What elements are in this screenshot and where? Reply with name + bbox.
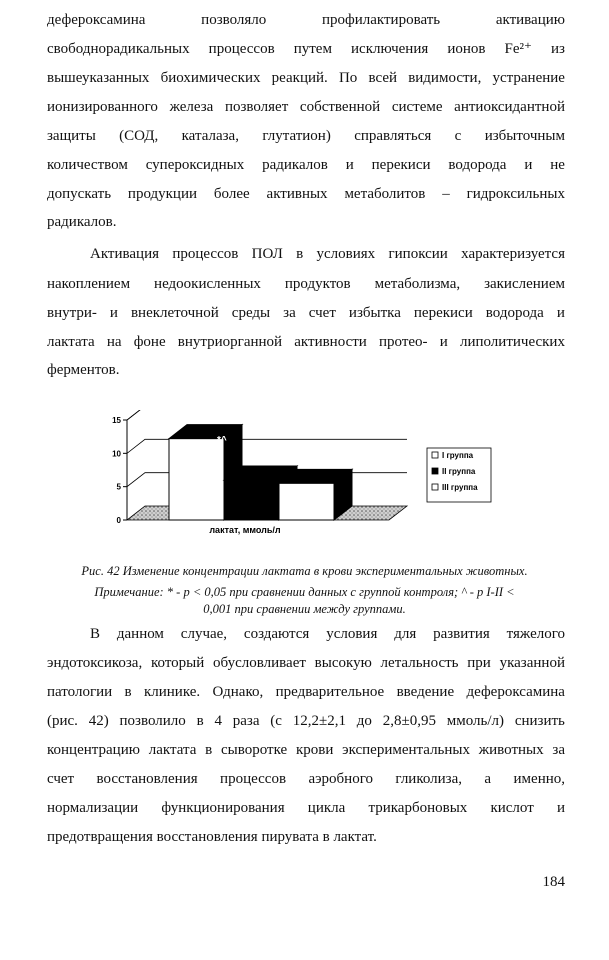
- word: крови: [295, 742, 334, 758]
- word: и: [524, 157, 533, 173]
- line-text: радикалов.: [47, 214, 117, 230]
- word: 4: [214, 713, 222, 729]
- legend-swatch-3: [432, 484, 438, 490]
- word: биохимических: [160, 70, 261, 86]
- word: водорода: [485, 305, 544, 321]
- word: дефероксамина: [47, 12, 146, 28]
- p2-line-2: [47, 275, 565, 293]
- word: метаболизма,: [374, 276, 461, 292]
- y-tick-label: 10: [112, 449, 121, 459]
- word: нормализации: [47, 800, 139, 816]
- p2-line-3: [47, 304, 565, 322]
- word: при: [467, 655, 491, 671]
- word: предварительное: [275, 684, 385, 700]
- word: избытка: [348, 305, 401, 321]
- word: железа: [169, 99, 214, 115]
- p2-line-5: [47, 361, 565, 379]
- chart-annotation: *^: [217, 435, 227, 446]
- y-tick-label: 0: [116, 516, 121, 525]
- word: аэробного: [308, 771, 373, 787]
- word: ммоль/л): [446, 713, 505, 729]
- chart-x-label: лактат, ммоль/л: [209, 525, 281, 535]
- figure-caption-title: Рис. 42 Изменение концентрации лактата в крови экспериментальных животных.: [81, 564, 528, 578]
- word: липолитических: [459, 334, 565, 350]
- word: недоокисленных: [154, 276, 261, 292]
- word: справляться: [354, 128, 432, 144]
- word: активацию: [495, 12, 565, 28]
- word: гипоксии: [388, 246, 448, 262]
- word: лактата: [148, 742, 197, 758]
- word: гликолиза,: [395, 771, 462, 787]
- word: позволяет: [224, 99, 289, 115]
- word: продуктов: [284, 276, 351, 292]
- word: патологии: [47, 684, 113, 700]
- word: перекиси: [371, 157, 431, 173]
- figure-caption-note-cont: 0,001 при сравнении между группами.: [203, 602, 406, 616]
- word: продукции: [127, 186, 198, 202]
- word: протео-: [379, 334, 428, 350]
- p1-line-8: [47, 213, 565, 231]
- word: сыворотке: [221, 742, 288, 758]
- word: водорода: [448, 157, 507, 173]
- word: внутри-: [47, 305, 97, 321]
- p1-line-3: [47, 69, 565, 87]
- word: высокую: [314, 655, 372, 671]
- word: 2,8±0,95: [382, 713, 436, 729]
- word: тяжелого: [506, 626, 565, 642]
- p3-line-6: [47, 770, 565, 788]
- figure-caption-note: [0, 584, 609, 601]
- word: метаболитов: [344, 186, 426, 202]
- word: и: [439, 334, 448, 350]
- page-number: 184: [542, 874, 565, 890]
- p1-line-1: [47, 11, 565, 29]
- word: за: [283, 305, 296, 321]
- word: 42): [88, 713, 109, 729]
- chart-gridline: [127, 410, 407, 420]
- word: (рис.: [47, 713, 78, 729]
- word: клинике.: [143, 684, 201, 700]
- word: и: [109, 305, 118, 321]
- word: избыточным: [484, 128, 565, 144]
- word: условия: [326, 626, 378, 642]
- word: вышеуказанных: [47, 70, 150, 86]
- p3-line-1: [90, 625, 565, 643]
- legend-label-2: II группа: [442, 467, 476, 476]
- p1-line-4: [47, 98, 565, 116]
- word: глутатион): [262, 128, 331, 144]
- word: введение: [396, 684, 455, 700]
- bar-1: [169, 439, 224, 520]
- word: радикалов: [262, 157, 328, 173]
- y-tick-label: 5: [116, 482, 121, 492]
- word: собственной: [299, 99, 381, 115]
- word: реакций.: [271, 70, 328, 86]
- word: эндотоксикоза,: [47, 655, 143, 671]
- word: до: [356, 713, 372, 729]
- word: видимости,: [408, 70, 482, 86]
- line-text: предотвращения восстановления пирувата в лактат.: [47, 829, 377, 845]
- word: всей: [368, 70, 398, 86]
- legend-swatch-2: [432, 468, 438, 474]
- bar-3: [279, 483, 334, 520]
- word: летальность: [380, 655, 459, 671]
- chart-legend: [427, 448, 491, 502]
- word: в: [205, 742, 213, 758]
- word: В: [90, 626, 101, 642]
- legend-label-1: I группа: [442, 451, 474, 460]
- word: из: [551, 41, 565, 57]
- word: гидроксильных: [466, 186, 565, 202]
- word: активных: [266, 186, 328, 202]
- word: не: [550, 157, 565, 173]
- word: за: [552, 742, 565, 758]
- word: ионов: [447, 41, 486, 57]
- word: профилактировать: [321, 12, 441, 28]
- word: допускать: [47, 186, 112, 202]
- word: случае,: [180, 626, 228, 642]
- word: условиях: [316, 246, 376, 262]
- word: Fe²⁺: [504, 41, 532, 57]
- chart-svg: [105, 410, 500, 550]
- word: среды: [231, 305, 271, 321]
- word: количеством: [47, 157, 128, 173]
- word: концентрацию: [47, 742, 140, 758]
- chart-top-edge: [127, 410, 407, 420]
- p3-line-4: [47, 712, 565, 730]
- word: животных: [478, 742, 544, 758]
- caption-note-text: Примечание: * - p < 0,05 при сравнении данных с группой контроля; ^ - p I-II <: [94, 585, 515, 599]
- word: ионизированного: [47, 99, 158, 115]
- p2-line-1: [90, 245, 565, 263]
- word: (СОД,: [119, 128, 159, 144]
- word: развития: [433, 626, 490, 642]
- p1-line-7: [47, 185, 565, 203]
- word: счет: [47, 771, 75, 787]
- word: процессов: [208, 41, 275, 57]
- word: снизить: [514, 713, 565, 729]
- word: функционирования: [161, 800, 285, 816]
- word: который: [150, 655, 205, 671]
- word: процессов: [220, 771, 287, 787]
- word: указанной: [499, 655, 565, 671]
- p3-line-5: [47, 741, 565, 759]
- word: позволяло: [201, 12, 267, 28]
- word: закислением: [484, 276, 565, 292]
- legend-swatch-1: [432, 452, 438, 458]
- word: данном: [116, 626, 164, 642]
- word: восстановления: [96, 771, 198, 787]
- word: кислот: [490, 800, 534, 816]
- word: защиты: [47, 128, 96, 144]
- word: для: [394, 626, 417, 642]
- chart-y-ticks: [112, 416, 127, 525]
- word: позволило: [119, 713, 186, 729]
- word: путем: [293, 41, 332, 57]
- word: 12,2±2,1: [292, 713, 346, 729]
- p3-line-3: [47, 683, 565, 701]
- word: экспериментальных: [342, 742, 470, 758]
- word: ПОЛ: [251, 246, 283, 262]
- word: системе: [391, 99, 443, 115]
- line-text: ферментов.: [47, 362, 120, 378]
- word: трикарбоновых: [368, 800, 468, 816]
- p3-line-7: [47, 799, 565, 817]
- word: По: [338, 70, 358, 86]
- word: с: [454, 128, 462, 144]
- word: лактата: [47, 334, 95, 350]
- word: процессов: [172, 246, 239, 262]
- word: Однако,: [212, 684, 264, 700]
- word: перекиси: [413, 305, 473, 321]
- bar-2: [224, 480, 279, 520]
- word: более: [213, 186, 250, 202]
- p1-line-6: [47, 156, 565, 174]
- word: и: [556, 800, 565, 816]
- word: в: [296, 246, 304, 262]
- word: накоплением: [47, 276, 131, 292]
- word: Активация: [90, 246, 160, 262]
- legend-label-3: III группа: [442, 483, 478, 492]
- word: создаются: [243, 626, 310, 642]
- word: активности: [294, 334, 367, 350]
- word: раза: [232, 713, 260, 729]
- word: в: [196, 713, 204, 729]
- y-tick-label: 15: [112, 416, 121, 425]
- word: свободнорадикальных: [47, 41, 190, 57]
- word: каталаза,: [181, 128, 239, 144]
- word: фоне: [133, 334, 166, 350]
- p1-line-2: [47, 40, 565, 58]
- word: внутриорганной: [177, 334, 283, 350]
- p1-line-5: [47, 127, 565, 145]
- word: счет: [308, 305, 336, 321]
- word: а: [484, 771, 492, 787]
- word: исключения: [351, 41, 429, 57]
- word: и: [345, 157, 354, 173]
- p3-line-2: [47, 654, 565, 672]
- word: цикла: [307, 800, 346, 816]
- word: –: [442, 186, 450, 202]
- word: дефероксамина: [466, 684, 565, 700]
- word: и: [556, 305, 565, 321]
- word: обусловливает: [213, 655, 306, 671]
- word: в: [124, 684, 132, 700]
- word: внеклеточной: [130, 305, 219, 321]
- word: супероксидных: [145, 157, 245, 173]
- word: на: [106, 334, 122, 350]
- word: (с: [270, 713, 282, 729]
- word: именно,: [513, 771, 565, 787]
- lactate-chart: [105, 410, 500, 550]
- word: антиоксидантной: [454, 99, 565, 115]
- word: устранение: [492, 70, 565, 86]
- word: характеризуется: [461, 246, 565, 262]
- p3-line-8: [47, 828, 565, 846]
- p2-line-4: [47, 333, 565, 351]
